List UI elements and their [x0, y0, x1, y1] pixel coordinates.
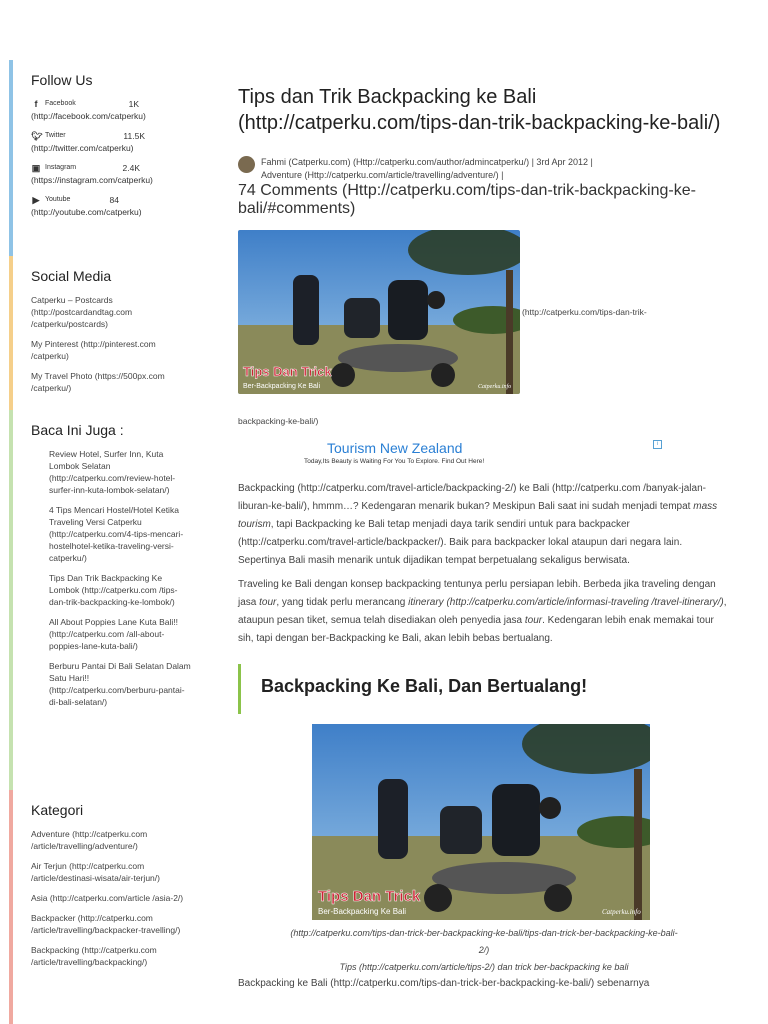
category-line[interactable]: Adventure (Http://catperku.com/article/travelling/adventure/) | [261, 170, 504, 180]
follow-facebook[interactable] [31, 98, 193, 122]
second-photo[interactable] [312, 724, 730, 925]
photo-caption-link[interactable]: (http://catperku.com/tips-dan-trick-ber-backpacking-ke-bali/tips-dan-trick-ber-backpacking-ke-bali-2/) [290, 928, 678, 955]
follow-twitter[interactable] [31, 130, 193, 154]
featured-photo-row [238, 230, 730, 394]
baca-section-bar [9, 410, 13, 790]
kategori-title: Kategori [31, 802, 84, 818]
article [238, 84, 730, 989]
twitter-icon: 🐦︎ [31, 131, 43, 141]
youtube-icon: ▶ [32, 195, 40, 205]
instagram-link[interactable]: (https://instagram.com/catperku) [31, 175, 153, 185]
article-title[interactable]: Tips dan Trik Backpacking ke Bali (http://catperku.com/tips-dan-trik-backpacking-ke-bali/) [238, 86, 721, 134]
network-name: Instagram [45, 164, 77, 171]
photo-link-right[interactable]: (http://catperku.com/tips-dan-trik- [522, 307, 647, 317]
photo2-overlay-title: Tips Dan Trick [318, 888, 421, 905]
follow-section-bar [9, 60, 13, 256]
para1-italic: mass tourism [238, 501, 718, 530]
ad-title[interactable]: Tourism New Zealand [327, 440, 463, 456]
ad-info-icon[interactable]: i [653, 440, 662, 449]
category-link[interactable]: Backpacker (http://catperku.com /article/travelling/backpacker-travelling/) [31, 913, 181, 935]
network-name: Youtube [45, 196, 71, 203]
instagram-icon: ▣ [31, 163, 41, 173]
para2-italic-itinerary[interactable]: itinerary (http://catperku.com/article/informasi-traveling /travel-itinerary/) [408, 597, 724, 608]
photo2-watermark: Catperku.info [602, 908, 641, 916]
follower-count: 1K [128, 99, 139, 109]
photo-overlay-title: Tips Dan Trick [243, 364, 332, 379]
social-link-pinterest[interactable]: My Pinterest (http://pinterest.com /catperku) [31, 339, 156, 361]
para2-text-c: , ataupun pesan tiket, semua telah disediakan oleh penyedia jasa [238, 597, 727, 626]
follower-count: 2.4K [122, 163, 140, 173]
category-link[interactable]: Backpacking (http://catperku.com /article/travelling/backpacking/) [31, 945, 157, 967]
paragraph-2 [238, 576, 730, 648]
youtube-link[interactable]: (http://youtube.com/catperku) [31, 207, 142, 217]
section-heading-block [238, 664, 730, 714]
paragraph-1 [238, 480, 730, 570]
author-date-line[interactable]: Fahmi (Catperku.com) (Http://catperku.com/author/admincatperku/) | 3rd Apr 2012 | [261, 157, 593, 167]
follow-instagram[interactable] [31, 162, 193, 186]
ad-subtitle: Today,Its Beauty is Waiting For You To Explore. Find Out Here! [304, 458, 485, 465]
twitter-link[interactable]: (http://twitter.com/catperku) [31, 143, 134, 153]
photo-overlay-subtitle: Ber-Backpacking Ke Bali [243, 383, 321, 390]
para1-text-a: Backpacking (http://catperku.com/travel-article/backpacking-2/) ke Bali (http://catperku.com /banyak-jalan-liburan-ke-bali/), hmmm…? Kedengaran menarik bukan? Meskipun Bali saat ini sudah menjadi tempat [238, 483, 706, 512]
photo-caption: Tips (http://catperku.com/article/tips-2/) dan trick ber-backpacking ke bali [339, 962, 629, 972]
photo-link-below[interactable]: backpacking-ke-bali/) [238, 416, 319, 426]
article-meta [238, 156, 730, 182]
para2-text-b: , yang tidak perlu merancang [276, 597, 409, 608]
kategori-section [9, 790, 199, 1024]
photo-watermark: Catperku.info [478, 384, 512, 390]
network-name: Facebook [45, 100, 76, 107]
para2-italic-tour2: tour [524, 615, 543, 626]
baca-ini-juga-title: Baca Ini Juga : [31, 422, 124, 438]
advertisement[interactable] [238, 440, 730, 470]
sidebar [9, 60, 199, 1024]
social-media-section [9, 256, 199, 410]
follow-us-section [9, 60, 199, 256]
comments-link[interactable]: 74 Comments (Http://catperku.com/tips-dan-trik-backpacking-ke-bali/#comments) [238, 182, 696, 217]
social-link-postcards[interactable]: Catperku – Postcards (http://postcardandtag.com /catperku/postcards) [31, 295, 133, 329]
photo2-overlay-subtitle: Ber-Backpacking Ke Bali [318, 907, 407, 916]
author-avatar [238, 156, 255, 173]
related-post-link[interactable]: All About Poppies Lane Kuta Bali!! (http://catperku.com /all-about-poppies-lane-kuta-bali/) [49, 617, 179, 651]
category-link[interactable]: Asia (http://catperku.com/article /asia-2/) [31, 893, 184, 903]
section-heading: Backpacking Ke Bali, Dan Bertualang! [261, 676, 588, 696]
category-link[interactable]: Air Terjun (http://catperku.com /article/destinasi-wisata/air-terjun/) [31, 861, 160, 883]
network-name: Twitter [45, 132, 66, 139]
follow-youtube[interactable] [31, 194, 193, 218]
featured-photo[interactable] [238, 230, 520, 394]
related-post-link[interactable]: Berburu Pantai Di Bali Selatan Dalam Satu Hari!! (http://catperku.com/berburu-pantai-di-bali-selatan/) [49, 661, 191, 707]
baca-ini-juga-section [9, 410, 199, 790]
social-link-500px[interactable]: My Travel Photo (https://500px.com /catperku/) [31, 371, 165, 393]
kategori-section-bar [9, 790, 13, 1024]
para1-text-b: , tapi Backpacking ke Bali tetap menjadi daya tarik sendiri untuk para backpacker (http://catperku.com/travel-article/backpacker/). Baik para backpacker lokal ataupun dari negara lain. Sepertinya Bali masih menarik untuk dijadikan tempat berpetualang sekaligus berwisata. [238, 519, 683, 566]
follower-count: 11.5K [123, 131, 145, 141]
social-section-bar [9, 256, 13, 410]
para2-text-d: . Kedengaran lebih enak memakai tour sih, tapi dengan ber-Backpacking ke Bali, akan lebih bebas bertualang. [238, 615, 714, 644]
follower-count: 84 [109, 195, 119, 205]
para2-italic-tour: tour [259, 597, 277, 608]
related-post-link[interactable]: Tips Dan Trik Backpacking Ke Lombok (http://catperku.com /tips-dan-trik-backpacking-ke-lombok/) [49, 573, 178, 607]
category-link[interactable]: Adventure (http://catperku.com /article/travelling/adventure/) [31, 829, 148, 851]
related-post-link[interactable]: 4 Tips Mencari Hostel/Hotel Ketika Traveling Versi Catperku (http://catperku.com/4-tips-mencari-hostelhotel-ketika-traveling-versi-catperku/) [49, 505, 184, 563]
facebook-icon: f [34, 99, 38, 109]
related-post-link[interactable]: Review Hotel, Surfer Inn, Kuta Lombok Selatan (http://catperku.com/review-hotel-surfer-inn-kuta-lombok-selatan/) [49, 449, 176, 495]
follow-us-title: Follow Us [31, 72, 93, 88]
paragraph-3: Backpacking ke Bali (http://catperku.com/tips-dan-trick-ber-backpacking-ke-bali/) sebenarnya [238, 978, 650, 989]
facebook-link[interactable]: (http://facebook.com/catperku) [31, 111, 146, 121]
social-media-title: Social Media [31, 268, 112, 284]
para2-text-a: Traveling ke Bali dengan konsep backpacking tentunya perlu persiapan lebih. Berbeda jika traveling dengan jasa [238, 579, 716, 608]
